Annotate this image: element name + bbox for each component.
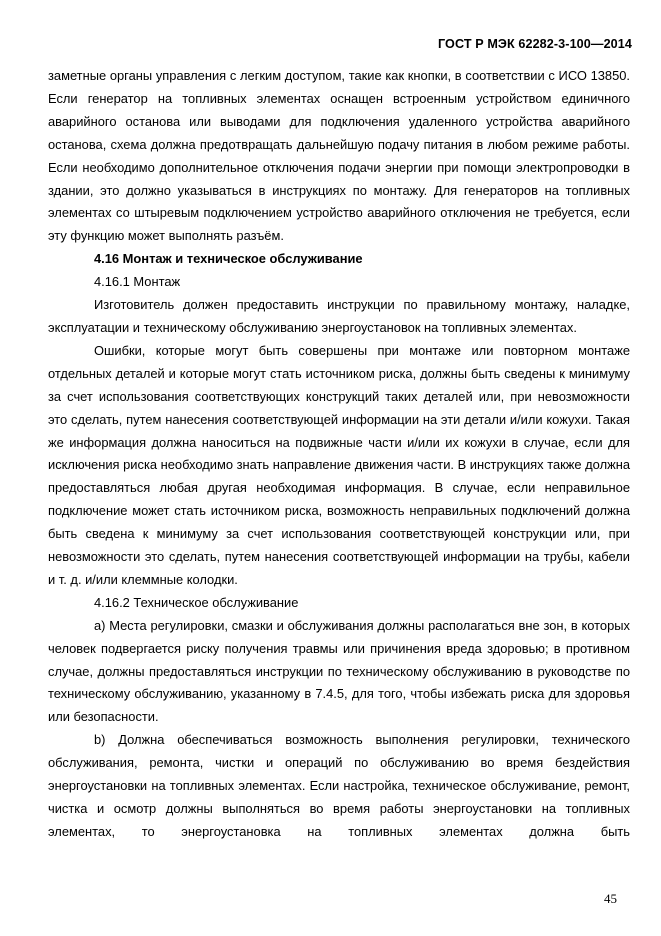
document-header-standard-number: ГОСТ Р МЭК 62282-3-100—2014	[437, 37, 632, 51]
subsection-heading-4-16-1: 4.16.1 Монтаж	[94, 274, 181, 290]
page-number: 45	[604, 891, 617, 906]
paragraph-installation-errors: Ошибки, которые могут быть совершены при монтаже или повторном монтаже отдельных деталей и которые могут стать источником риска, должны быть сведены к минимуму за счет использования соответствующих конструкций таких деталей или, при невозможности это сделать, путем нанесения соответствующей информации на эти детали и/или кожухи. Такая же информация должна наноситься на подвижные части и/или их кожухи в случае, если для исключения риска необходимо знать направление движения части. В инструкциях также должна предоставляться любая другая необходимая информация. В случае, если неправильное подключение может стать источником риска, возможность неправильных подключений должна быть сведена к минимуму за счет использования соответствующей конструкции или, при невозможности это сделать, путем нанесения соответствующей информации на трубы, кабели и т. д. и/или клеммные колодки.	[48, 342, 630, 587]
list-item-a: a) Места регулировки, смазки и обслуживания должны располагаться вне зон, в которых человек подвергается риску получения травмы или причинения вреда здоровью; в противном случае, должны предоставляться инструкции по техническому обслуживанию в руководстве по техническому обслуживанию, указанному в 7.4.5, для того, чтобы избежать риска для здоровья или безопасности.	[48, 617, 630, 725]
subsection-heading-4-16-2: 4.16.2 Техническое обслуживание	[94, 594, 299, 610]
section-heading-4-16: 4.16 Монтаж и техническое обслуживание	[94, 251, 363, 267]
list-item-b: b) Должна обеспечиваться возможность выполнения регулировки, технического обслуживания, ремонта, чистки и операций по обслуживанию во время бездействия энергоустановки на топливных элементах. Если настройка, техническое обслуживание, ремонт, чистка и осмотр должны выполняться во время работы энергоустановки на топливных элементах, то энергоустановка на топливных элементах должна быть	[48, 732, 630, 839]
paragraph-installation-instructions: Изготовитель должен предоставить инструкции по правильному монтажу, наладке, эксплуатации и техническому обслуживанию энергоустановок на топливных элементах.	[48, 297, 630, 335]
paragraph-emergency-stop: заметные органы управления с легким доступом, такие как кнопки, в соответствии с ИСО 13850. Если генератор на топливных элементах оснащен встроенным устройством единичного аварийного останова или выводами для подключения удаленного устройства аварийного останова, схема должна предотвращать дальнейшую подачу питания в любом режиме работы. Если необходимо дополнительное отключения подачи энергии при помощи электропроводки в здании, это должно указываться в инструкциях по монтажу. Для генераторов на топливных элементах со штыревым подключением устройство аварийного отключения не требуется, если эту функцию может выполнять разъём.	[48, 68, 630, 244]
document-body	[48, 65, 630, 844]
